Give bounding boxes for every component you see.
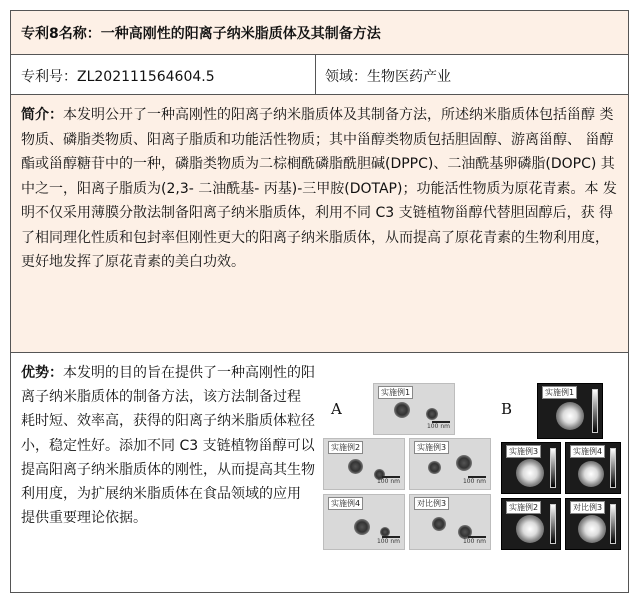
scale-label: 100 nm	[462, 538, 486, 545]
afm-image-b1	[537, 383, 603, 439]
advantage-label: 优势：	[21, 365, 63, 381]
afm-height-bar	[550, 504, 556, 544]
panel-a-letter: A	[331, 400, 342, 418]
afm-image-b4	[501, 498, 561, 550]
tem-image-a4	[323, 494, 405, 550]
panel-b-letter: B	[501, 400, 513, 418]
afm-label: 对比例3	[570, 501, 605, 514]
afm-height-bar	[610, 504, 616, 544]
tem-image-a1	[373, 383, 455, 435]
advantage-row	[11, 353, 628, 592]
scale-label: 100 nm	[376, 478, 400, 485]
meta-divider	[315, 55, 316, 94]
tem-image-a2	[323, 438, 405, 490]
tem-image-a3	[409, 438, 491, 490]
tem-label: 实施例4	[328, 497, 363, 510]
particle	[394, 402, 410, 418]
afm-particle	[516, 459, 544, 487]
summary-text: 本发明公开了一种高刚性的阳离子纳米脂质体及其制备方法，所述纳米脂质体包括甾醇 类物质、磷脂类物质、阳离子脂质和功能活性物质；其中甾醇类物质包括胆固醇、游离甾醇、 甾醇酯或甾醇糖苷中的一种，磷脂类物质为二棕榈酰磷脂酰胆碱(DPPC)、二油酰基卵磷脂(DOPC) 其中之一，阳离子脂质为(2,3- 二油酰基- 丙基)-三甲胺(DOTAP)；功能活性物质为原花青素。本 发明不仅采用薄膜分散法制备阳离子纳米脂质体，利用不同 C3 支链植物甾醇代替胆固醇后，获 得了相同理化性质和包封率但刚性更大的阳离子纳米脂质体，从而提高了原花青素的生物利用度，更好地发挥了原花青素的美白功效。	[21, 107, 617, 270]
particle	[354, 519, 370, 535]
advantage-text: 本发明的目的旨在提供了一种高刚性的阳离子纳米脂质体的制备方法，该方法制备过程 耗时短、效率高，获得的阳离子纳米脂质体粒径小，稳定性好。添加不同 C3 支链植物甾醇可以 提高阳离子纳米脂质体的刚性，从而提高其生物利用度，为扩展纳米脂质体在食品领域的应用 提供重要理论依据。	[21, 365, 315, 527]
afm-label: 实施例2	[506, 501, 541, 514]
tem-label: 实施例2	[328, 441, 363, 454]
particle	[348, 459, 363, 474]
afm-label: 实施例4	[570, 445, 605, 458]
patent-card	[10, 10, 629, 593]
patent-number: 专利号：ZL202111564604.5	[21, 69, 215, 85]
scale-label: 100 nm	[462, 478, 486, 485]
afm-particle	[516, 515, 544, 543]
tem-figure	[321, 378, 621, 586]
particle	[426, 408, 438, 420]
title-row	[11, 11, 628, 55]
afm-particle	[578, 461, 604, 487]
summary-label: 简介：	[21, 107, 63, 123]
afm-height-bar	[550, 448, 556, 488]
particle	[432, 517, 446, 531]
afm-label: 实施例1	[542, 386, 577, 399]
scale-label: 100 nm	[376, 538, 400, 545]
particle	[428, 461, 441, 474]
tem-image-a5	[409, 494, 491, 550]
afm-particle	[578, 515, 606, 543]
afm-label: 实施例3	[506, 445, 541, 458]
tem-label: 对比例3	[414, 497, 449, 510]
afm-image-b3	[565, 442, 621, 494]
afm-particle	[556, 402, 584, 430]
afm-image-b5	[565, 498, 621, 550]
afm-height-bar	[592, 389, 598, 433]
particle	[456, 455, 472, 471]
patent-title: 专利8名称：一种高刚性的阳离子纳米脂质体及其制备方法	[21, 26, 381, 42]
scale-label: 100 nm	[426, 423, 450, 430]
patent-field: 领域：生物医药产业	[325, 69, 451, 85]
afm-image-b2	[501, 442, 561, 494]
summary-paragraph	[21, 103, 619, 275]
meta-row	[11, 55, 628, 95]
summary-row	[11, 95, 628, 353]
afm-height-bar	[610, 448, 616, 488]
tem-label: 实施例3	[414, 441, 449, 454]
advantage-paragraph	[21, 361, 317, 530]
tem-label: 实施例1	[378, 386, 413, 399]
